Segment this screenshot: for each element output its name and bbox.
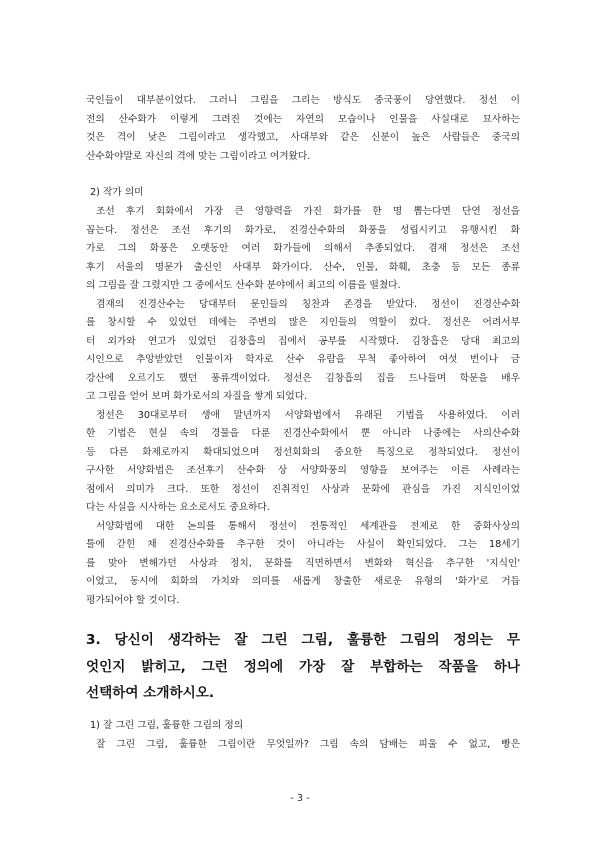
text-line: 꼽는다. 정선은 조선 후기의 화가로, 진경산수화의 화풍을 성립시키고 유행시킨 화 (86, 224, 520, 236)
text-line: 평가되어야 할 것이다. (86, 594, 180, 606)
text-line: 구사한 서양화법은 조선후기 산수화 상 서양화풍의 영향을 보여주는 이른 사례라는 (86, 465, 520, 476)
text-line: 서양화법에 대한 논의를 통해서 정선이 전통적인 세계관을 전제로 한 중화사상의 (96, 520, 520, 532)
text-line: 틀에 갇힌 채 진경산수화를 추구한 것이 아니라는 사실이 확인되었다. 그는 18세기 (86, 539, 520, 550)
text-line: 등 다른 화제로까지 확대되었으며 정선회화의 중요한 특징으로 정착되었다. 정선이 (86, 446, 520, 458)
heading-line: 선택하여 소개하시오. (86, 685, 215, 701)
text-line: 조선 후기 회화에서 가장 큰 영향력을 가진 화가를 한 명 뽑는다면 단연 정선을 (96, 206, 520, 217)
text-line: 터 외가와 연고가 있었던 김창흡의 집에서 공부를 시작했다. 김창흡은 당대 최고의 (86, 335, 520, 347)
text-line: 점에서 의미가 크다. 또한 정선이 진취적인 사상과 문화에 관심을 가진 지식인이었 (86, 483, 520, 495)
heading-line: 엇인지 밝히고, 그런 정의에 가장 잘 부합하는 작품을 하나 (86, 658, 520, 675)
text-line: 를 창시할 수 있었던 데에는 주변의 많은 지인들의 역할이 컸다. 정선은 어려서부 (86, 317, 520, 328)
text-line: 다는 사실을 시사하는 요소로서도 중요하다. (86, 502, 270, 513)
page-number: - 3 - (290, 793, 310, 804)
text-line: 강산에 오르기도 했던 풍류객이었다. 정선은 김창흡의 집을 드나들며 학문을 배우 (86, 372, 520, 384)
text-line: 정선은 30대로부터 생애 말년까지 서양화법에서 유래된 기법을 사용하였다. 이러 (96, 409, 520, 421)
text-line: 잘 그린 그림, 훌륭한 그림이란 무엇일까? 그림 속의 담배는 피울 수 없고, 빵은 (96, 739, 520, 750)
section3-body (86, 736, 520, 755)
heading-line: 3. 당신이 생각하는 잘 그린 그림, 훌륭한 그림의 정의는 무 (86, 632, 520, 648)
text-line: 겸재의 진경산수는 당대부터 문인들의 칭찬과 존경을 받았다. 정선이 진경산수화 (96, 298, 520, 310)
text-line: 의 그림을 잘 그렸지만 그 중에서도 산수화 분야에서 최고의 이름을 떨쳤다. (86, 280, 401, 291)
text-line: 고 그림을 얻어 보며 화가로서의 자질을 쌓게 되었다. (86, 391, 308, 402)
section-heading-definition: 1) 잘 그린 그림, 훌륭한 그림의 정의 (90, 720, 244, 731)
section2-body (86, 203, 520, 610)
text-line: 것은 격이 낮은 그림이라고 생각했고, 사대부와 같은 신분이 높은 사람들은 중국의 (86, 132, 520, 143)
paragraph-top (86, 92, 520, 166)
section-heading-author-meaning: 2) 작가 의미 (90, 187, 144, 198)
text-line: 전의 산수화가 이렇게 그려진 것에는 자연의 모습이나 인물을 사실대로 묘사하는 (86, 113, 520, 125)
text-line: 가로 그의 화풍은 오랫동안 여러 화가들에 의해서 추종되었다. 겸재 정선은 조선 (86, 243, 520, 254)
text-line: 한 기법은 현실 속의 경물을 다룬 진경산수화에서 뿐 아니라 나중에는 사의산수화 (86, 428, 520, 439)
text-line: 시인으로 추앙받았던 인물이자 학자로 산수 유람을 무척 좋아하여 여섯 번이나 금 (86, 354, 520, 365)
text-line: 를 맞아 변해가던 사상과 정치, 문화를 직면하면서 변화와 혁신을 추구한 '지식인' (86, 557, 520, 569)
text-line: 국인들이 대부분이었다. 그러니 그림을 그리는 방식도 중국풍이 당연했다. 정선 이 (86, 95, 520, 106)
text-line: 후기 서울의 명문가 출신인 사대부 화가이다. 산수, 인물, 화훼, 초충 등 모든 종류 (86, 261, 520, 273)
question-3-heading (86, 627, 520, 707)
text-line: 이었고, 동시에 회화의 가치와 의미를 새롭게 창출한 새로운 유형의 '화가'로 거듭 (86, 576, 520, 587)
text-line: 산수화야말로 자신의 격에 맞는 그림이라고 여겨왔다. (86, 150, 311, 162)
